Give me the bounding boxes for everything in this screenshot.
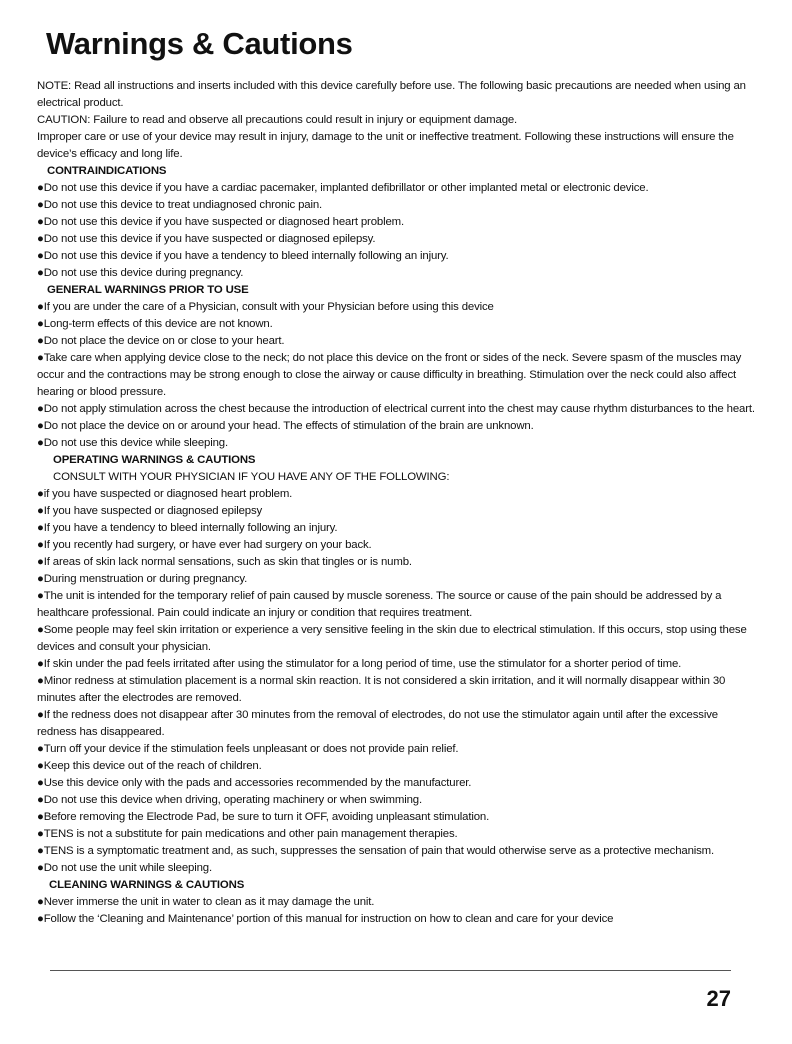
list-item: ●Do not apply stimulation across the chest because the introduction of electrical current into the chest may cause rhythm disturbances to the heart. [37,403,755,415]
contraindications-heading: CONTRAINDICATIONS [47,165,167,177]
list-item: ●If you have suspected or diagnosed epilepsy [37,505,263,517]
list-item: ●Long-term effects of this device are not known. [37,318,273,330]
list-item: ●Do not place the device on or around your head. The effects of stimulation of the brain are unknown. [37,420,534,432]
list-item: ●Use this device only with the pads and accessories recommended by the manufacturer. [37,777,472,789]
list-item: ●Before removing the Electrode Pad, be sure to turn it OFF, avoiding unpleasant stimulation. [37,811,490,823]
operating-warnings-heading: OPERATING WARNINGS & CAUTIONS [53,454,256,466]
page-title: Warnings & Cautions [46,26,353,61]
operating-subheading: CONSULT WITH YOUR PHYSICIAN IF YOU HAVE ANY OF THE FOLLOWING: [53,471,450,483]
general-warnings-heading: GENERAL WARNINGS PRIOR TO USE [47,284,249,296]
list-item: ●Do not use this device if you have a tendency to bleed internally following an injury. [37,250,449,262]
list-item: ●Never immerse the unit in water to clean as it may damage the unit. [37,896,375,908]
list-item: ●TENS is not a substitute for pain medications and other pain management therapies. [37,828,458,840]
list-item: ●TENS is a symptomatic treatment and, as such, suppresses the sensation of pain that would otherwise serve as a protective mechanism. [37,845,715,857]
list-item: ●Do not use this device if you have suspected or diagnosed epilepsy. [37,233,376,245]
list-item: ●Take care when applying device close to the neck; do not place this device on the front or sides of the neck. Severe spasm of the muscles may occur and the contractions may be strong enough to close the airway or cause difficulty in breathing. Stimulation over the neck could also affect hearing or blood pressure. [37,352,742,398]
cleaning-warnings-heading: CLEANING WARNINGS & CAUTIONS [49,879,245,891]
page-number: 27 [706,986,731,1011]
list-item: ●Follow the ‘Cleaning and Maintenance’ portion of this manual for instruction on how to clean and care for your device [37,913,614,925]
list-item: ●During menstruation or during pregnancy. [37,573,248,585]
list-item: ●Keep this device out of the reach of children. [37,760,262,772]
list-item: ●if you have suspected or diagnosed heart problem. [37,488,293,500]
list-item: ●Do not use this device if you have suspected or diagnosed heart problem. [37,216,404,228]
list-item: ●If you are under the care of a Physician, consult with your Physician before using this device [37,301,494,313]
list-item: ●If you have a tendency to bleed internally following an injury. [37,522,338,534]
list-item: ●Do not use this device while sleeping. [37,437,228,449]
list-item: ●Do not use the unit while sleeping. [37,862,212,874]
intro-note: NOTE: Read all instructions and inserts included with this device carefully before use. The following basic precautions are needed when using an electrical product. [37,80,746,109]
warnings-body [37,78,757,928]
list-item: ●Do not use this device to treat undiagnosed chronic pain. [37,199,323,211]
list-item: ●If the redness does not disappear after 30 minutes from the removal of electrodes, do not use the stimulator again until after the excessive redness has disappeared. [37,709,718,738]
intro-care: Improper care or use of your device may result in injury, damage to the unit or ineffective treatment. Following these instructions will ensure the device’s efficacy and long life. [37,131,734,160]
list-item: ●If areas of skin lack normal sensations, such as skin that tingles or is numb. [37,556,412,568]
list-item: ●If you recently had surgery, or have ever had surgery on your back. [37,539,372,551]
intro-caution: CAUTION: Failure to read and observe all precautions could result in injury or equipment damage. [37,114,518,126]
list-item: ●Do not place the device on or close to your heart. [37,335,285,347]
list-item: ●Do not use this device if you have a cardiac pacemaker, implanted defibrillator or other implanted metal or electronic device. [37,182,649,194]
list-item: ●Minor redness at stimulation placement is a normal skin reaction. It is not considered a skin irritation, and it will normally disappear within 30 minutes after the electrodes are removed. [37,675,726,704]
list-item: ●Turn off your device if the stimulation feels unpleasant or does not provide pain relief. [37,743,459,755]
footer-divider [50,970,731,971]
list-item: ●Do not use this device when driving, operating machinery or when swimming. [37,794,422,806]
list-item: ●The unit is intended for the temporary relief of pain caused by muscle soreness. The source or cause of the pain should be addressed by a healthcare professional. Pain could indicate an injury or condition that requires treatment. [37,590,722,619]
list-item: ●Some people may feel skin irritation or experience a very sensitive feeling in the skin due to electrical stimulation. If this occurs, stop using these devices and consult your physician. [37,624,747,653]
list-item: ●If skin under the pad feels irritated after using the stimulator for a long period of time, use the stimulator for a shorter period of time. [37,658,682,670]
list-item: ●Do not use this device during pregnancy. [37,267,244,279]
